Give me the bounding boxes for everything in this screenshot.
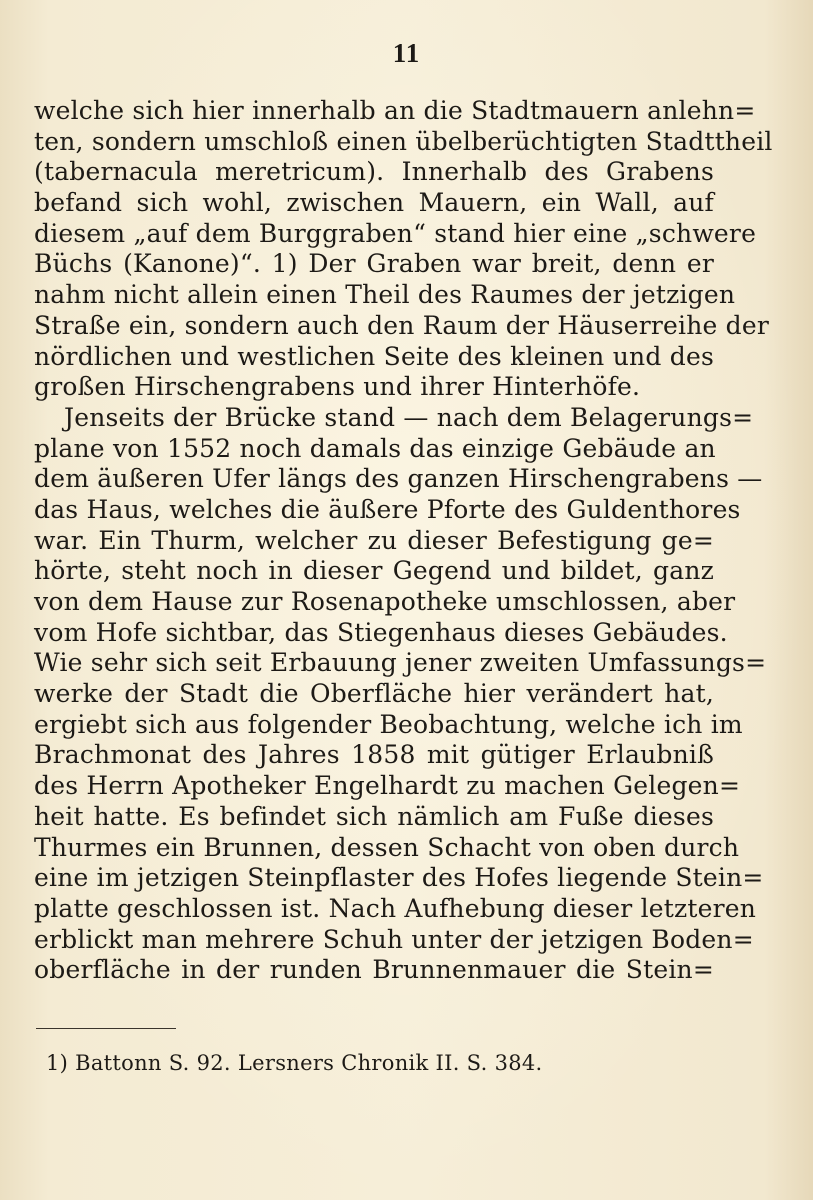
text-line: eine im jetzigen Steinpflaster des Hofes liegende Stein= xyxy=(34,863,764,893)
text-line: welche sich hier innerhalb an die Stadtmauern anlehn= xyxy=(34,96,756,125)
text-line: Straße ein, sondern auch den Raum der Häuserreihe der xyxy=(34,310,770,340)
text-line: (tabernacula meretricum). Innerhalb des Grabens xyxy=(34,157,714,187)
text-line: Wie sehr sich seit Erbauung jener zweiten Umfassungs= xyxy=(34,648,767,678)
text-line: großen Hirschengrabens und ihrer Hinterhöfe. xyxy=(34,372,641,402)
text-line: Jenseits der Brücke stand — nach dem Belagerungs= xyxy=(64,402,754,432)
page-number: 11 xyxy=(392,38,421,68)
footnote-divider xyxy=(36,1028,176,1029)
text-line: nördlichen und westlichen Seite des kleinen und des xyxy=(34,341,714,371)
text-line: Brachmonat des Jahres 1858 mit gütiger Erlaubniß xyxy=(34,740,714,770)
text-line: hörte, steht noch in dieser Gegend und bildet, ganz xyxy=(34,556,714,586)
footnote: 1) Battonn S. 92. Lersners Chronik II. S. 384. xyxy=(46,1051,543,1075)
text-line: von dem Hause zur Rosenapotheke umschlossen, aber xyxy=(34,587,736,616)
text-line: ergiebt sich aus folgender Beobachtung, welche ich im xyxy=(34,709,743,739)
text-line: dem äußeren Ufer längs des ganzen Hirschengrabens — xyxy=(34,464,763,494)
text-line: werke der Stadt die Oberfläche hier verändert hat, xyxy=(34,679,714,709)
text-line: Büchs (Kanone)“. 1) Der Graben war breit, denn er xyxy=(34,249,714,279)
text-line: Thurmes ein Brunnen, dessen Schacht von oben durch xyxy=(34,832,740,862)
text-line: heit hatte. Es befindet sich nämlich am Fuße dieses xyxy=(34,801,714,831)
text-line: plane von 1552 noch damals das einzige Gebäude an xyxy=(34,433,716,463)
text-line: vom Hofe sichtbar, das Stiegenhaus dieses Gebäudes. xyxy=(34,617,728,647)
text-line: platte geschlossen ist. Nach Aufhebung dieser letzteren xyxy=(34,893,757,923)
text-line: oberfläche in der runden Brunnenmauer die Stein= xyxy=(34,955,714,985)
text-line: ten, sondern umschloß einen übelberüchtigten Stadttheil xyxy=(34,126,773,156)
text-line: das Haus, welches die äußere Pforte des Guldenthores xyxy=(34,494,741,524)
text-line: des Herrn Apotheker Engelhardt zu machen Gelegen= xyxy=(34,771,741,801)
text-line: war. Ein Thurm, welcher zu dieser Befestigung ge= xyxy=(34,525,714,555)
text-line: erblickt man mehrere Schuh unter der jetzigen Boden= xyxy=(34,924,754,954)
text-line: nahm nicht allein einen Theil des Raumes der jetzigen xyxy=(34,280,736,310)
text-line: befand sich wohl, zwischen Mauern, ein Wall, auf xyxy=(34,188,714,218)
body-text xyxy=(34,96,773,986)
text-line: diesem „auf dem Burggraben“ stand hier eine „schwere xyxy=(34,218,757,248)
